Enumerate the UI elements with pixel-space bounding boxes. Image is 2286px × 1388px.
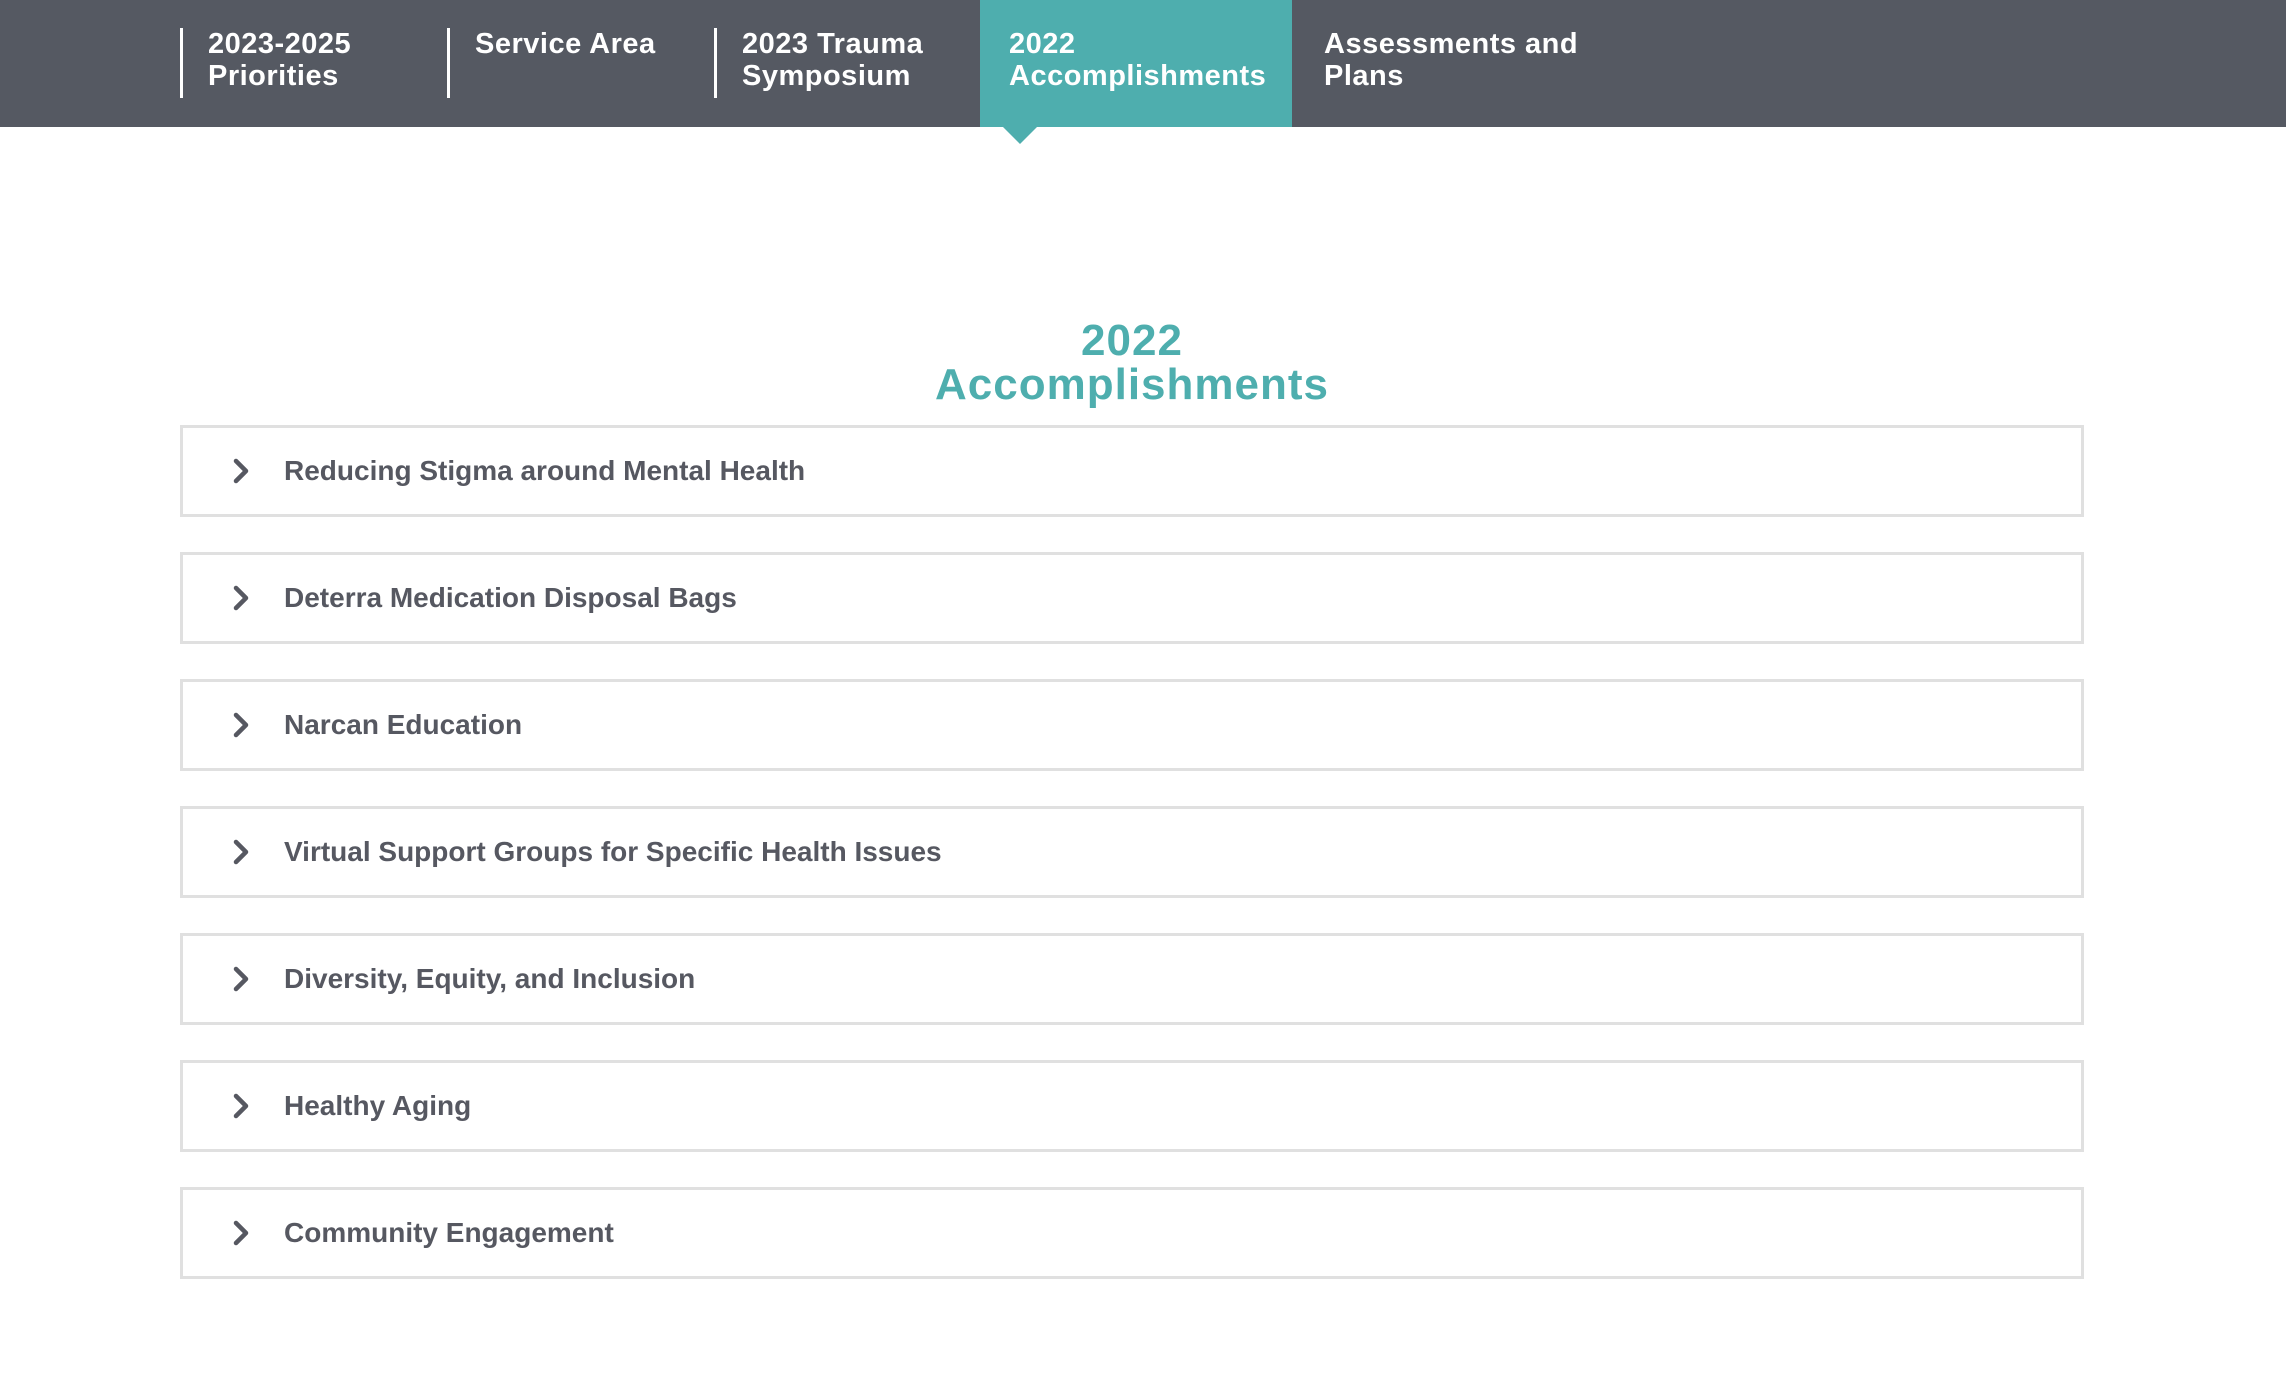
tab-label: 2023-2025 Priorities — [208, 28, 352, 92]
accordion-item-community-engagement[interactable] — [180, 1187, 2084, 1279]
tab-label: Service Area — [475, 28, 656, 60]
tab-divider — [714, 28, 717, 98]
tab-service-area[interactable] — [447, 0, 712, 127]
accordion-item-label: Virtual Support Groups for Specific Health Issues — [284, 836, 942, 867]
tab-divider — [180, 28, 183, 98]
chevron-right-icon — [227, 1092, 255, 1120]
accordion-item-deterra-bags[interactable] — [180, 552, 2084, 644]
page-title-line1: 2022 — [1081, 316, 1183, 366]
tab-2022-accomplishments[interactable] — [980, 0, 1292, 127]
accordion-item-reducing-stigma[interactable] — [180, 425, 2084, 517]
chevron-right-icon — [227, 457, 255, 485]
tab-divider — [447, 28, 450, 98]
accomplishments-accordion — [180, 425, 2084, 1314]
accordion-item-virtual-support-groups[interactable] — [180, 806, 2084, 898]
accordion-item-label: Healthy Aging — [284, 1090, 472, 1121]
top-navigation — [0, 0, 2286, 127]
tab-assessments-and-plans[interactable] — [1292, 0, 1622, 127]
accordion-item-label: Reducing Stigma around Mental Health — [284, 455, 806, 486]
page-title-line2: Accomplishments — [935, 360, 1329, 410]
accordion-item-label: Diversity, Equity, and Inclusion — [284, 963, 696, 994]
accordion-item-diversity-equity-inclusion[interactable] — [180, 933, 2084, 1025]
tab-label: Assessments and Plans — [1324, 28, 1579, 92]
chevron-right-icon — [227, 584, 255, 612]
chevron-right-icon — [227, 1219, 255, 1247]
accordion-item-healthy-aging[interactable] — [180, 1060, 2084, 1152]
accordion-item-label: Community Engagement — [284, 1217, 614, 1248]
tab-label: 2023 Trauma Symposium — [742, 28, 924, 92]
chevron-right-icon — [227, 965, 255, 993]
tab-2023-trauma-symposium[interactable] — [714, 0, 980, 127]
chevron-right-icon — [227, 711, 255, 739]
page-title — [0, 316, 2264, 410]
chevron-right-icon — [227, 838, 255, 866]
accordion-item-label: Narcan Education — [284, 709, 523, 740]
accordion-item-narcan-education[interactable] — [180, 679, 2084, 771]
tab-label: 2022 Accomplishments — [1009, 28, 1267, 92]
accordion-item-label: Deterra Medication Disposal Bags — [284, 582, 737, 613]
active-tab-pointer — [1003, 127, 1037, 144]
tab-2023-2025-priorities[interactable] — [180, 0, 445, 127]
